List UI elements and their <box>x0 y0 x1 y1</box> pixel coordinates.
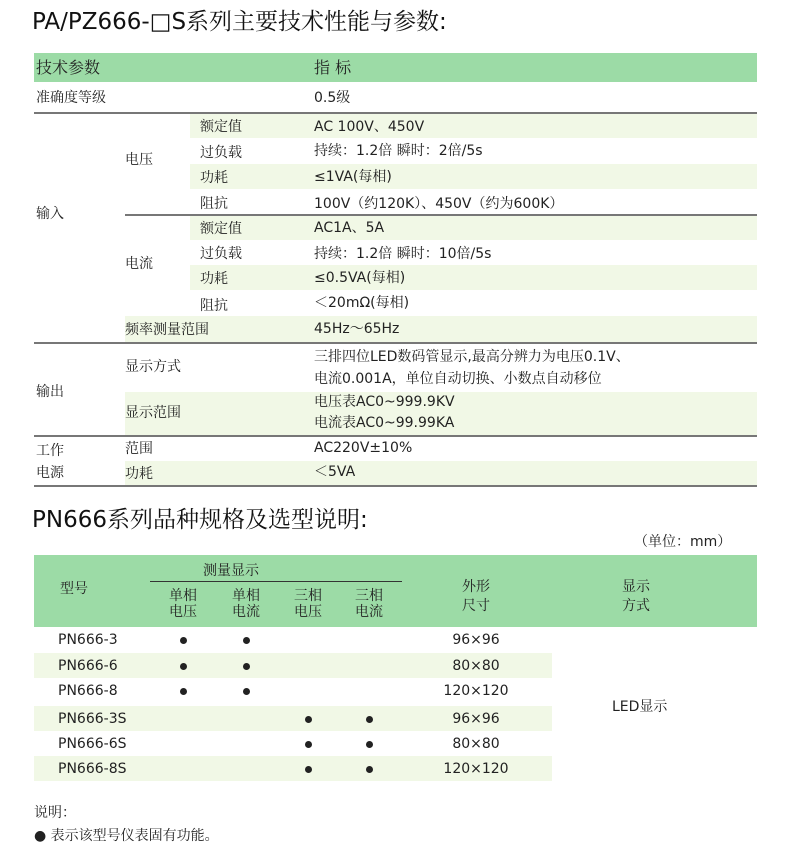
divider <box>34 435 757 437</box>
feature-dot <box>305 741 312 748</box>
frequency-label: 频率测量范围 <box>125 322 209 338</box>
feature-dot <box>305 766 312 773</box>
feature-dot <box>366 716 373 723</box>
header-param: 技术参数 <box>36 58 101 77</box>
header-display: 显示 方式 <box>622 579 650 614</box>
output-label: 输出 <box>36 384 64 400</box>
power-label: 工作 <box>36 443 64 459</box>
feature-dot <box>243 663 250 670</box>
display-range-value: 电流表AC0~99.99KA <box>314 415 455 431</box>
param-label: 功耗 <box>200 170 228 186</box>
models-title: PN666系列品种规格及选型说明: <box>32 507 368 533</box>
spec-header-row <box>34 53 757 82</box>
divider <box>150 581 402 582</box>
power-consumption-label: 功耗 <box>125 466 153 482</box>
feature-dot <box>180 663 187 670</box>
display-range-value: 电压表AC0~999.9KV <box>314 394 455 410</box>
model-size: 80×80 <box>452 658 500 674</box>
accuracy-value: 0.5级 <box>314 90 351 106</box>
header-size: 外形 尺寸 <box>462 579 490 614</box>
row-bg <box>125 461 757 485</box>
param-value: AC 100V、450V <box>314 119 425 135</box>
power-range-value: AC220V±10% <box>314 440 413 456</box>
note-title: 说明： <box>34 805 76 821</box>
header-model: 型号 <box>60 581 88 597</box>
display-mode-value: 三排四位LED数码管显示,最高分辨力为电压0.1V、 <box>314 349 630 365</box>
power-range-label: 范围 <box>125 441 153 457</box>
row-bg <box>125 316 757 342</box>
model-name: PN666-3 <box>58 632 118 648</box>
header-value: 指 标 <box>314 58 352 77</box>
param-label: 过负载 <box>200 246 242 262</box>
feature-dot <box>243 688 250 695</box>
param-value: 持续：1.2倍 瞬时：10倍/5s <box>314 246 492 262</box>
accuracy-label: 准确度等级 <box>36 90 106 106</box>
model-size: 96×96 <box>452 632 500 648</box>
divider <box>34 342 757 344</box>
feature-dot <box>180 637 187 644</box>
header-col: 三相 电压 <box>294 588 322 620</box>
power-consumption-value: ＜5VA <box>314 464 356 480</box>
spec-title: PA/PZ666-□S系列主要技术性能与参数: <box>32 9 447 35</box>
divider <box>34 485 757 487</box>
row-bg <box>190 114 757 138</box>
param-value: AC1A、5A <box>314 220 385 236</box>
param-label: 额定值 <box>200 119 242 135</box>
current-label: 电流 <box>125 256 153 272</box>
header-col: 三相 电流 <box>355 588 383 620</box>
display-mode-label: 显示方式 <box>125 359 181 375</box>
param-label: 额定值 <box>200 221 242 237</box>
display-range-label: 显示范围 <box>125 405 181 421</box>
model-size: 120×120 <box>443 683 509 699</box>
param-value: ≤1VA(每相) <box>314 169 392 185</box>
model-name: PN666-6 <box>58 658 118 674</box>
param-label: 阻抗 <box>200 298 228 314</box>
header-col: 单相 电压 <box>169 588 197 620</box>
model-size: 80×80 <box>452 736 500 752</box>
feature-dot <box>366 741 373 748</box>
note-text: ● 表示该型号仪表固有功能。 <box>34 828 219 844</box>
param-label: 阻抗 <box>200 196 228 212</box>
display-mode-value: 电流0.001A，单位自动切换、小数点自动移位 <box>314 371 602 387</box>
param-value: ＜20mΩ(每相) <box>314 295 410 311</box>
row-bg <box>190 164 757 189</box>
model-name: PN666-6S <box>58 736 127 752</box>
feature-dot <box>180 688 187 695</box>
display-type: LED显示 <box>612 699 668 715</box>
header-col: 单相 电流 <box>232 588 260 620</box>
unit-note: （单位：mm） <box>634 534 732 550</box>
feature-dot <box>243 637 250 644</box>
input-label: 输入 <box>36 206 64 222</box>
param-value: 持续：1.2倍 瞬时：2倍/5s <box>314 143 483 159</box>
header-measure: 测量显示 <box>203 563 259 579</box>
model-name: PN666-3S <box>58 711 127 727</box>
row-bg <box>190 216 757 240</box>
voltage-label: 电压 <box>125 152 153 168</box>
feature-dot <box>305 716 312 723</box>
model-size: 120×120 <box>443 761 509 777</box>
param-value: 100V（约120K）、450V（约为600K） <box>314 196 564 212</box>
feature-dot <box>366 766 373 773</box>
param-label: 功耗 <box>200 271 228 287</box>
row-bg <box>190 265 757 290</box>
frequency-value: 45Hz～65Hz <box>314 321 400 337</box>
param-value: ≤0.5VA(每相) <box>314 270 406 286</box>
param-label: 过负载 <box>200 145 242 161</box>
model-size: 96×96 <box>452 711 500 727</box>
model-name: PN666-8S <box>58 761 127 777</box>
model-name: PN666-8 <box>58 683 118 699</box>
power-label: 电源 <box>36 465 64 481</box>
